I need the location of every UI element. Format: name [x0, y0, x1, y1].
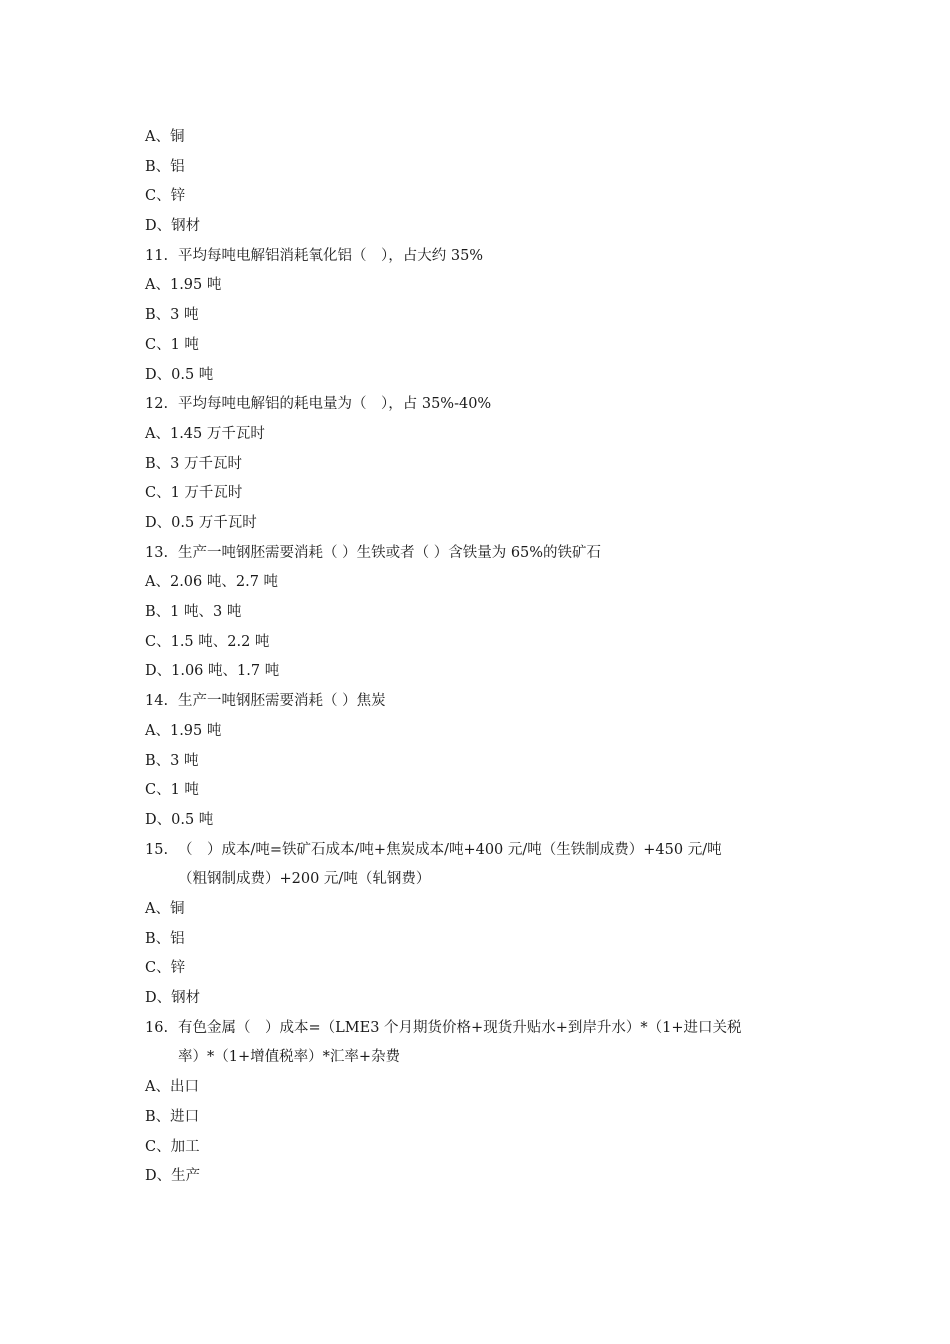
answer-option: B、1 吨、3 吨 [145, 604, 242, 621]
question-number: 12. [145, 396, 169, 413]
answer-option: C、锌 [145, 188, 186, 205]
answer-option: A、1.45 万千瓦时 [145, 425, 265, 442]
answer-option: D、1.06 吨、1.7 吨 [145, 663, 280, 680]
answer-option: D、0.5 万千瓦时 [145, 514, 257, 531]
answer-option: C、1 吨 [145, 336, 199, 353]
question-number: 14. [145, 693, 169, 710]
answer-option: D、0.5 吨 [145, 811, 214, 828]
answer-option: A、铜 [145, 129, 185, 145]
question-number: 11. [145, 247, 169, 264]
question-list [145, 123, 815, 1192]
answer-option: B、进口 [145, 1108, 200, 1125]
question-item [145, 242, 815, 272]
answer-option: A、1.95 吨 [145, 722, 222, 739]
question-text-continued: 率）*（1+增值税率）*汇率+杂费 [178, 1049, 401, 1066]
question-number: 15. [145, 841, 169, 858]
answer-option: A、出口 [145, 1079, 199, 1096]
answer-option: A、2.06 吨、2.7 吨 [145, 574, 279, 591]
question-number: 16. [145, 1019, 169, 1036]
question-item [145, 539, 815, 569]
question-item [145, 1014, 815, 1073]
question-item [145, 836, 815, 895]
question-stem [145, 836, 815, 866]
answer-option: B、3 吨 [145, 307, 199, 324]
question-text: 生产一吨钢胚需要消耗（ ）生铁或者（ ）含铁量为 65%的铁矿石 [178, 544, 602, 561]
answer-option: C、1 万千瓦时 [145, 485, 243, 502]
answer-option: B、铝 [145, 930, 185, 947]
question-stem [145, 242, 815, 272]
question-text: 生产一吨钢胚需要消耗（ ）焦炭 [178, 693, 386, 710]
answer-option: D、钢材 [145, 218, 201, 235]
question-stem [145, 1014, 815, 1044]
answer-option: C、加工 [145, 1138, 200, 1155]
answer-option: C、1.5 吨、2.2 吨 [145, 633, 270, 650]
answer-option: D、生产 [145, 1168, 201, 1185]
question-stem [145, 539, 815, 569]
question-stem [145, 687, 815, 717]
question-text: 平均每吨电解铝消耗氧化铝（ ），占大约 35% [178, 247, 484, 264]
answer-option: D、钢材 [145, 990, 201, 1007]
answer-option: A、1.95 吨 [145, 277, 222, 294]
question-text: 平均每吨电解铝的耗电量为（ ），占 35%-40% [178, 396, 492, 413]
answer-option: B、3 吨 [145, 752, 199, 769]
answer-option: A、铜 [145, 900, 185, 917]
question-item [145, 390, 815, 420]
answer-option: B、3 万千瓦时 [145, 455, 242, 472]
question-number: 13. [145, 544, 169, 561]
question-text: （ ）成本/吨=铁矿石成本/吨+焦炭成本/吨+400 元/吨（生铁制成费）+450 元/吨 [178, 841, 722, 858]
answer-option: D、0.5 吨 [145, 366, 214, 383]
answer-option: C、锌 [145, 960, 186, 977]
answer-option: C、1 吨 [145, 782, 199, 799]
question-item [145, 687, 815, 717]
question-text: 有色金属（ ）成本=（LME3 个月期货价格+现货升贴水+到岸升水）*（1+进口关税 [178, 1019, 742, 1036]
question-stem [145, 390, 815, 420]
question-text-continued: （粗钢制成费）+200 元/吨（轧钢费） [178, 871, 431, 888]
answer-option: B、铝 [145, 158, 185, 175]
